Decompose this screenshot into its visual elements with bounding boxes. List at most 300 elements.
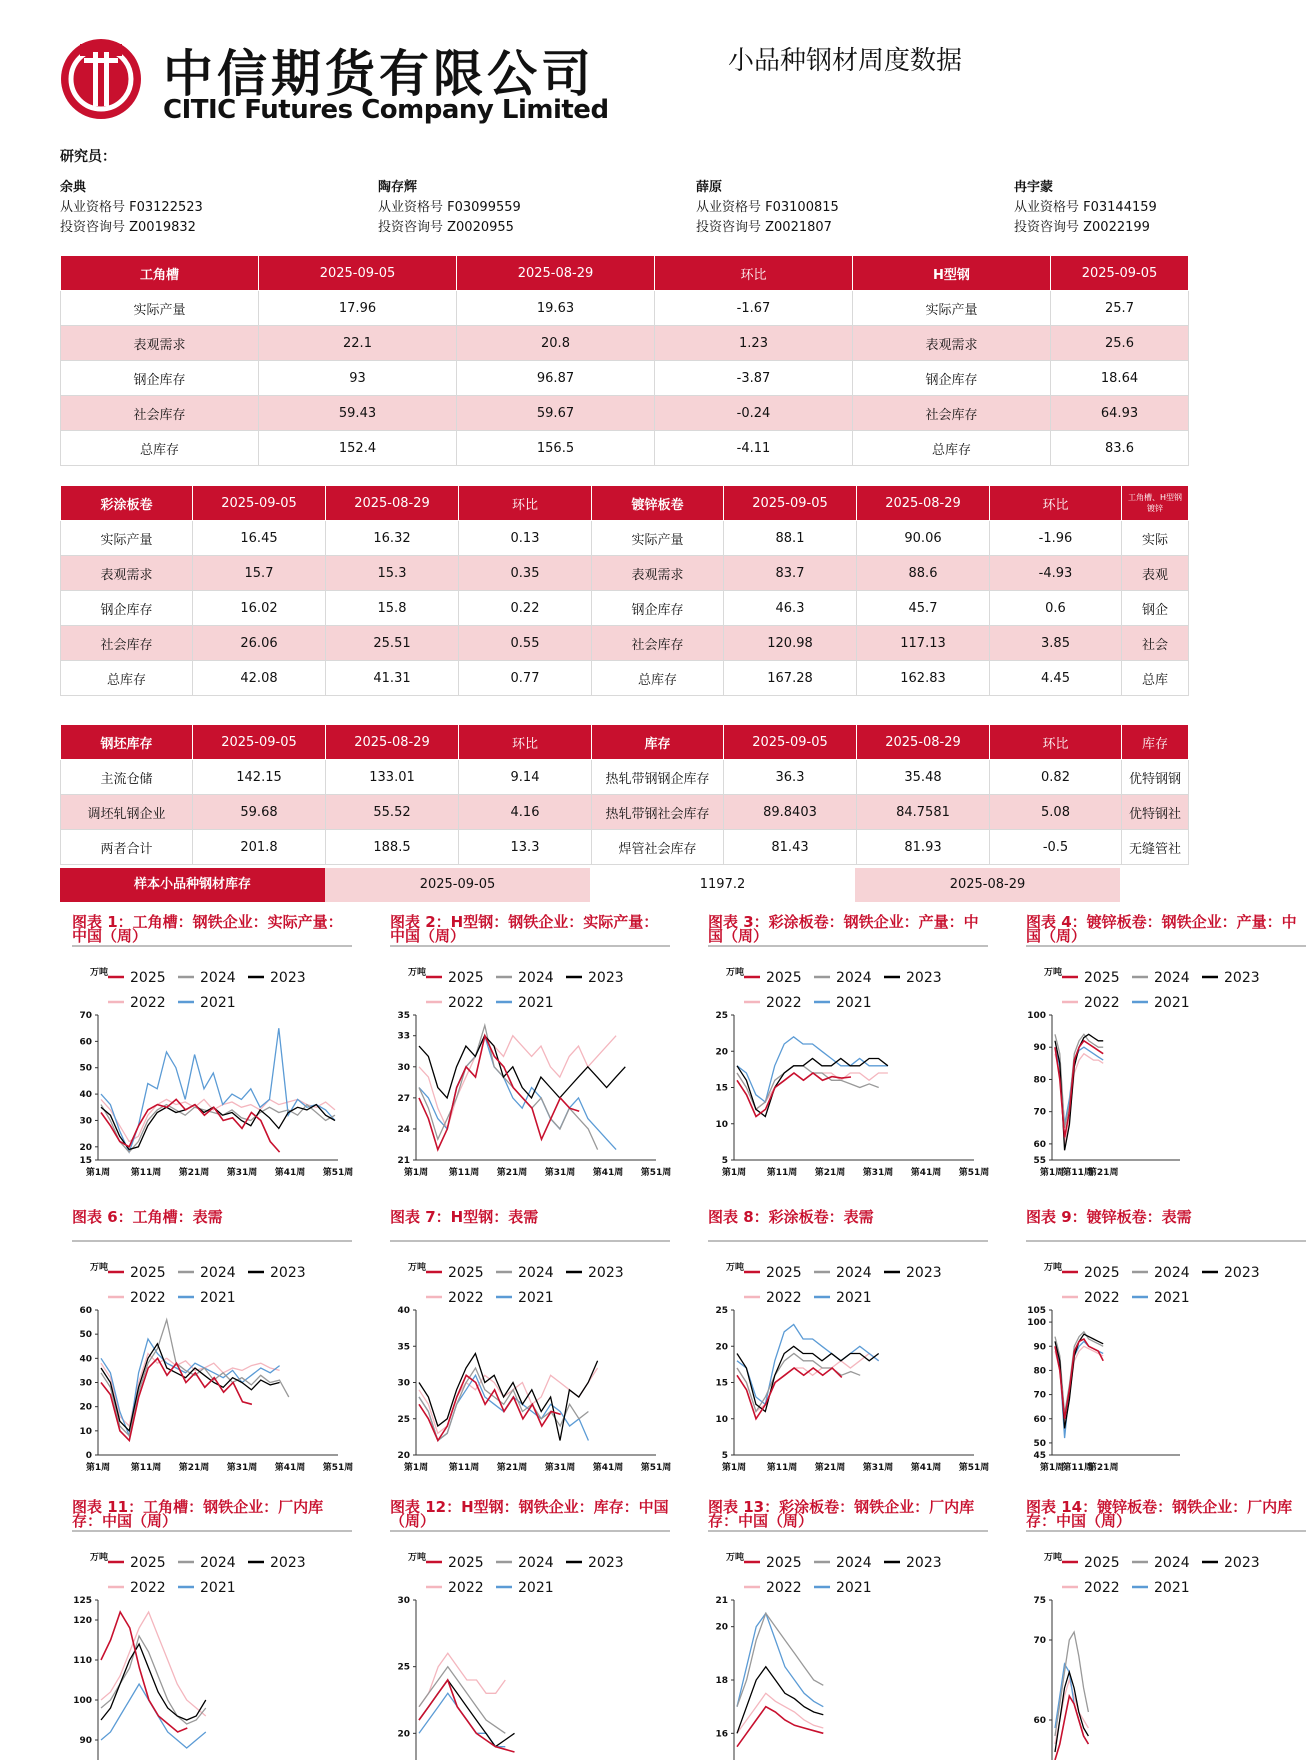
table-cell: 主流仓储 bbox=[61, 760, 193, 795]
table-header-cell: 2025-08-29 bbox=[326, 486, 459, 521]
chart-title: 图表 11：工角槽：钢铁企业：厂内库存：中国（周） bbox=[72, 1498, 324, 1530]
table-cell: -4.11 bbox=[655, 431, 853, 466]
unit-label: 万吨 bbox=[1044, 968, 1063, 978]
table-cell: 96.87 bbox=[457, 361, 655, 396]
table-cell: 实际产量 bbox=[853, 291, 1051, 326]
line-chart bbox=[696, 1210, 991, 1473]
legend-label-2025: 2025 bbox=[1084, 1555, 1120, 1571]
citic-logo-icon bbox=[60, 38, 142, 120]
line-chart bbox=[378, 1210, 673, 1473]
y-tick-label: 25 bbox=[397, 1414, 410, 1425]
table-cell: 133.01 bbox=[326, 760, 459, 795]
table-body bbox=[61, 486, 1189, 696]
legend-label-2022: 2022 bbox=[130, 1290, 166, 1306]
table-cell: 19.63 bbox=[457, 291, 655, 326]
table-row bbox=[61, 521, 1189, 556]
series-line-2022 bbox=[419, 1653, 505, 1706]
chart-panel bbox=[1014, 1208, 1260, 1480]
legend-label-2025: 2025 bbox=[766, 970, 802, 986]
table-cell: 优特钢钢 bbox=[1122, 760, 1189, 795]
y-tick-label: 120 bbox=[73, 1616, 92, 1626]
table-cell: 社会 bbox=[1122, 626, 1189, 661]
table-body bbox=[61, 256, 1189, 466]
y-tick-label: 50 bbox=[1033, 1438, 1046, 1449]
table-cell: 120.98 bbox=[724, 626, 857, 661]
analyst-name: 薛原 bbox=[696, 180, 723, 195]
table-cell: 201.8 bbox=[193, 830, 326, 865]
chart-title: 图表 8：彩涂板卷：表需 bbox=[708, 1208, 874, 1226]
line-chart bbox=[696, 915, 991, 1178]
legend-label-2022: 2022 bbox=[448, 1290, 484, 1306]
analyst-license: 从业资格号 F03144159 bbox=[1014, 200, 1157, 215]
series-line-2023 bbox=[101, 1105, 335, 1150]
x-tick-label: 第51周 bbox=[640, 1168, 672, 1178]
series-line-2025 bbox=[419, 1680, 515, 1752]
table-cell: 25.51 bbox=[326, 626, 459, 661]
y-tick-label: 10 bbox=[715, 1119, 728, 1130]
summary-value-current: 1197.2 bbox=[590, 868, 855, 902]
unit-label: 万吨 bbox=[1044, 1263, 1063, 1273]
table-cell: 0.6 bbox=[990, 591, 1122, 626]
legend-label-2023: 2023 bbox=[270, 970, 306, 986]
table-cell: 17.96 bbox=[259, 291, 457, 326]
table-cell: 26.06 bbox=[193, 626, 326, 661]
legend-label-2022: 2022 bbox=[448, 995, 484, 1011]
y-tick-label: 60 bbox=[1033, 1414, 1046, 1425]
table-cell: 41.31 bbox=[326, 661, 459, 696]
table-cell: 实际产量 bbox=[592, 521, 724, 556]
analyst-name: 陶存辉 bbox=[378, 180, 418, 195]
x-tick-label: 第21周 bbox=[178, 1168, 210, 1178]
table-cell: 15.7 bbox=[193, 556, 326, 591]
table-header-cell: 彩涂板卷 bbox=[61, 486, 193, 521]
table-body bbox=[61, 725, 1189, 865]
y-tick-label: 60 bbox=[79, 1306, 92, 1316]
company-name-cn: 中信期货有限公司 bbox=[163, 44, 595, 103]
chart-panel bbox=[696, 1498, 991, 1740]
chart-panel bbox=[1014, 913, 1297, 1185]
chart-panel bbox=[378, 915, 673, 1185]
y-tick-label: 15 bbox=[715, 1083, 728, 1094]
unit-label: 万吨 bbox=[408, 968, 427, 978]
chart-title: 图表 14：镀锌板卷：钢铁企业：厂内库存：中国（周） bbox=[1026, 1498, 1293, 1530]
table-cell: 0.55 bbox=[459, 626, 592, 661]
y-tick-label: 70 bbox=[1033, 1390, 1046, 1401]
table-cell: 55.52 bbox=[326, 795, 459, 830]
table-cell: 4.16 bbox=[459, 795, 592, 830]
table-cell: 0.35 bbox=[459, 556, 592, 591]
chart-title: 图表 12：H型钢：钢铁企业：库存：中国（周） bbox=[390, 1498, 669, 1530]
table-header-cell: 环比 bbox=[990, 725, 1122, 760]
table-header-cell: 镀锌板卷 bbox=[592, 486, 724, 521]
series-line-2022 bbox=[737, 1073, 888, 1109]
table-cell: 0.82 bbox=[990, 760, 1122, 795]
legend-label-2023: 2023 bbox=[588, 1555, 624, 1571]
x-tick-label: 第1周 bbox=[85, 1168, 111, 1178]
legend-label-2024: 2024 bbox=[1154, 970, 1190, 986]
x-tick-label: 第1周 bbox=[85, 1463, 111, 1473]
table-header-row bbox=[61, 256, 1189, 291]
table-cell: 16.32 bbox=[326, 521, 459, 556]
table-cell: 社会库存 bbox=[853, 396, 1051, 431]
y-tick-label: 60 bbox=[79, 1037, 92, 1048]
line-chart bbox=[60, 1210, 355, 1473]
chart-panel bbox=[378, 1498, 673, 1740]
y-tick-label: 40 bbox=[79, 1090, 92, 1101]
y-tick-label: 125 bbox=[73, 1596, 92, 1606]
legend-label-2024: 2024 bbox=[518, 1555, 554, 1571]
y-tick-label: 25 bbox=[397, 1662, 410, 1673]
y-tick-label: 27 bbox=[397, 1093, 410, 1104]
table-cell: 0.22 bbox=[459, 591, 592, 626]
analyst-license: 从业资格号 F03122523 bbox=[60, 200, 203, 215]
series-line-2023 bbox=[737, 1059, 888, 1117]
table-cell: 社会库存 bbox=[61, 626, 193, 661]
chart-panel bbox=[696, 1210, 991, 1480]
legend-label-2021: 2021 bbox=[200, 1290, 236, 1306]
legend-label-2025: 2025 bbox=[766, 1265, 802, 1281]
legend-label-2024: 2024 bbox=[200, 1265, 236, 1281]
legend-label-2025: 2025 bbox=[130, 1555, 166, 1571]
table-header-cell: 环比 bbox=[459, 725, 592, 760]
x-tick-label: 第21周 bbox=[1087, 1168, 1119, 1178]
legend-label-2022: 2022 bbox=[130, 995, 166, 1011]
analyst-license: 从业资格号 F03100815 bbox=[696, 200, 839, 215]
table-cell: 188.5 bbox=[326, 830, 459, 865]
table-header-cell: 2025-08-29 bbox=[857, 725, 990, 760]
chart-title: 图表 4：镀锌板卷：钢铁企业：产量：中国（周） bbox=[1026, 913, 1297, 945]
y-tick-label: 40 bbox=[79, 1354, 92, 1365]
table-cell: 总库 bbox=[1122, 661, 1189, 696]
table-row bbox=[61, 396, 1189, 431]
table-header-cell: 2025-08-29 bbox=[857, 486, 990, 521]
series-line-2023 bbox=[101, 1344, 280, 1431]
table-cell: 焊管社会库存 bbox=[592, 830, 724, 865]
legend-label-2022: 2022 bbox=[766, 1580, 802, 1596]
table-cell: 45.7 bbox=[857, 591, 990, 626]
table-cell: 13.3 bbox=[459, 830, 592, 865]
legend-label-2022: 2022 bbox=[1084, 995, 1120, 1011]
series-line-2025 bbox=[737, 1707, 823, 1747]
table-billet-inventory bbox=[60, 724, 1189, 865]
legend-label-2021: 2021 bbox=[1154, 995, 1190, 1011]
x-tick-label: 第41周 bbox=[910, 1463, 942, 1473]
legend-label-2023: 2023 bbox=[1224, 1555, 1260, 1571]
legend-label-2021: 2021 bbox=[518, 995, 554, 1011]
series-line-2022 bbox=[101, 1099, 335, 1141]
table-cell: 84.7581 bbox=[857, 795, 990, 830]
table-cell: 1.23 bbox=[655, 326, 853, 361]
legend-label-2023: 2023 bbox=[906, 970, 942, 986]
table-cell: 93 bbox=[259, 361, 457, 396]
legend-label-2025: 2025 bbox=[130, 1265, 166, 1281]
table-cell: 钢企库存 bbox=[61, 361, 259, 396]
table-header-cell: 2025-09-05 bbox=[724, 486, 857, 521]
legend-label-2023: 2023 bbox=[906, 1555, 942, 1571]
legend-label-2021: 2021 bbox=[518, 1580, 554, 1596]
legend-label-2023: 2023 bbox=[906, 1265, 942, 1281]
table-cell: 59.43 bbox=[259, 396, 457, 431]
table-cell: 实际产量 bbox=[61, 291, 259, 326]
table-cell: 表观 bbox=[1122, 556, 1189, 591]
table-cell: 3.85 bbox=[990, 626, 1122, 661]
legend-label-2024: 2024 bbox=[518, 1265, 554, 1281]
y-tick-label: 50 bbox=[79, 1330, 92, 1341]
legend-label-2024: 2024 bbox=[1154, 1265, 1190, 1281]
series-line-2023 bbox=[737, 1346, 879, 1411]
legend-label-2024: 2024 bbox=[836, 1555, 872, 1571]
table-row bbox=[61, 795, 1189, 830]
y-tick-label: 35 bbox=[397, 1011, 410, 1021]
x-tick-label: 第11周 bbox=[1062, 1463, 1093, 1473]
x-tick-label: 第31周 bbox=[862, 1463, 894, 1473]
x-tick-label: 第11周 bbox=[448, 1463, 480, 1473]
table-header-cell: 2025-08-29 bbox=[457, 256, 655, 291]
y-tick-label: 50 bbox=[79, 1063, 92, 1074]
y-tick-label: 15 bbox=[79, 1156, 92, 1166]
table-cell: 表观需求 bbox=[61, 556, 193, 591]
table-cell: 152.4 bbox=[259, 431, 457, 466]
legend-label-2023: 2023 bbox=[1224, 1265, 1260, 1281]
y-tick-label: 100 bbox=[1027, 1011, 1046, 1021]
x-tick-label: 第51周 bbox=[322, 1168, 354, 1178]
unit-label: 万吨 bbox=[408, 1263, 427, 1273]
y-tick-label: 20 bbox=[79, 1402, 92, 1413]
unit-label: 万吨 bbox=[1044, 1553, 1063, 1563]
chart-panel bbox=[60, 915, 355, 1185]
y-tick-label: 40 bbox=[397, 1306, 410, 1316]
table-cell: 36.3 bbox=[724, 760, 857, 795]
series-line-2024 bbox=[737, 1066, 879, 1110]
table-header-cell: 2025-08-29 bbox=[326, 725, 459, 760]
legend-label-2022: 2022 bbox=[766, 1290, 802, 1306]
table-cell: 18.64 bbox=[1051, 361, 1189, 396]
y-tick-label: 30 bbox=[79, 1116, 92, 1127]
x-tick-label: 第31周 bbox=[226, 1168, 258, 1178]
y-tick-label: 60 bbox=[1033, 1139, 1046, 1150]
x-tick-label: 第31周 bbox=[544, 1463, 576, 1473]
y-tick-label: 80 bbox=[1033, 1075, 1046, 1086]
legend-label-2024: 2024 bbox=[836, 1265, 872, 1281]
table-cell: 20.8 bbox=[457, 326, 655, 361]
x-tick-label: 第1周 bbox=[721, 1168, 747, 1178]
y-tick-label: 24 bbox=[397, 1124, 410, 1135]
y-tick-label: 60 bbox=[1033, 1716, 1046, 1726]
x-tick-label: 第31周 bbox=[862, 1168, 894, 1178]
summary-date-current: 2025-09-05 bbox=[325, 868, 590, 902]
line-chart bbox=[696, 1500, 991, 1760]
y-tick-label: 0 bbox=[85, 1451, 92, 1461]
legend-label-2025: 2025 bbox=[130, 970, 166, 986]
x-tick-label: 第1周 bbox=[721, 1463, 747, 1473]
table-row bbox=[61, 431, 1189, 466]
series-line-2023 bbox=[419, 1036, 625, 1098]
x-tick-label: 第1周 bbox=[403, 1463, 429, 1473]
analyst-license: 从业资格号 F03099559 bbox=[378, 200, 521, 215]
chart-title: 图表 2：H型钢：钢铁企业：实际产量：中国（周） bbox=[390, 913, 659, 945]
table-cell: 16.45 bbox=[193, 521, 326, 556]
unit-label: 万吨 bbox=[408, 1553, 427, 1563]
y-tick-label: 90 bbox=[1033, 1342, 1046, 1353]
legend-label-2023: 2023 bbox=[270, 1555, 306, 1571]
table-cell: 表观需求 bbox=[61, 326, 259, 361]
x-tick-label: 第11周 bbox=[766, 1168, 798, 1178]
table-cell: 总库存 bbox=[61, 661, 193, 696]
table-cell: 9.14 bbox=[459, 760, 592, 795]
chart-panel bbox=[60, 1498, 355, 1746]
unit-label: 万吨 bbox=[726, 1553, 745, 1563]
y-tick-label: 25 bbox=[715, 1306, 728, 1316]
table-row bbox=[61, 661, 1189, 696]
x-tick-label: 第41周 bbox=[592, 1168, 624, 1178]
legend-label-2022: 2022 bbox=[1084, 1580, 1120, 1596]
table-cell: 0.13 bbox=[459, 521, 592, 556]
analyst-4 bbox=[1014, 178, 1157, 238]
table-row bbox=[61, 626, 1189, 661]
table-cell: 钢企库存 bbox=[592, 591, 724, 626]
y-tick-label: 75 bbox=[1033, 1596, 1046, 1606]
table-cell: 15.8 bbox=[326, 591, 459, 626]
y-tick-label: 110 bbox=[73, 1656, 92, 1666]
table-cell: 两者合计 bbox=[61, 830, 193, 865]
table-cell: 83.6 bbox=[1051, 431, 1189, 466]
y-tick-label: 45 bbox=[1033, 1451, 1046, 1461]
table-cell: 表观需求 bbox=[592, 556, 724, 591]
x-tick-label: 第41周 bbox=[274, 1168, 306, 1178]
unit-label: 万吨 bbox=[90, 968, 109, 978]
table-cell: 64.93 bbox=[1051, 396, 1189, 431]
x-tick-label: 第21周 bbox=[496, 1463, 528, 1473]
unit-label: 万吨 bbox=[726, 968, 745, 978]
chart-title: 图表 6：工角槽：表需 bbox=[72, 1208, 223, 1226]
x-tick-label: 第51周 bbox=[322, 1463, 354, 1473]
x-tick-label: 第21周 bbox=[814, 1463, 846, 1473]
analyst-name: 冉宇蒙 bbox=[1014, 180, 1054, 195]
report-header bbox=[0, 0, 1188, 145]
table-cell: 117.13 bbox=[857, 626, 990, 661]
y-tick-label: 25 bbox=[715, 1011, 728, 1021]
table-header-cell: 环比 bbox=[459, 486, 592, 521]
unit-label: 万吨 bbox=[726, 1263, 745, 1273]
table-cell: 46.3 bbox=[724, 591, 857, 626]
y-tick-label: 20 bbox=[79, 1142, 92, 1153]
analyst-1 bbox=[60, 178, 203, 238]
table-header-cell: 2025-09-05 bbox=[193, 725, 326, 760]
line-chart bbox=[1014, 915, 1260, 1178]
x-tick-label: 第11周 bbox=[766, 1463, 798, 1473]
series-line-2022 bbox=[101, 1354, 280, 1427]
y-tick-label: 10 bbox=[715, 1414, 728, 1425]
y-tick-label: 55 bbox=[1033, 1156, 1046, 1166]
table-cell: 16.02 bbox=[193, 591, 326, 626]
chart-title: 图表 3：彩涂板卷：钢铁企业：产量：中国（周） bbox=[708, 913, 979, 945]
unit-label: 万吨 bbox=[90, 1263, 109, 1273]
y-tick-label: 15 bbox=[715, 1378, 728, 1389]
y-tick-label: 70 bbox=[1033, 1107, 1046, 1118]
y-tick-label: 35 bbox=[397, 1342, 410, 1353]
series-line-2022 bbox=[419, 1368, 598, 1433]
x-tick-label: 第1周 bbox=[1039, 1168, 1065, 1178]
series-line-2021 bbox=[101, 1339, 280, 1436]
table-cell: 22.1 bbox=[259, 326, 457, 361]
analyst-consult-id: 投资咨询号 Z0019832 bbox=[60, 220, 196, 235]
table-cell: 42.08 bbox=[193, 661, 326, 696]
chart-title: 图表 1：工角槽：钢铁企业：实际产量：中国（周） bbox=[72, 913, 343, 945]
table-cell: 142.15 bbox=[193, 760, 326, 795]
y-tick-label: 20 bbox=[397, 1729, 410, 1740]
table-header-cell: 工角槽、H型钢 镀锌 bbox=[1122, 486, 1189, 521]
series-line-2021 bbox=[737, 1037, 888, 1102]
table-header-cell: 2025-09-05 bbox=[259, 256, 457, 291]
table-cell: 25.6 bbox=[1051, 326, 1189, 361]
y-tick-label: 5 bbox=[721, 1156, 728, 1166]
series-line-2022 bbox=[737, 1354, 879, 1412]
series-line-2025 bbox=[101, 1099, 280, 1152]
company-name-en: CITIC Futures Company Limited bbox=[163, 95, 609, 125]
y-tick-label: 100 bbox=[73, 1696, 92, 1706]
table-header-cell: 2025-09-05 bbox=[1051, 256, 1189, 291]
unit-label: 万吨 bbox=[90, 1553, 109, 1563]
table-cell: 无缝管社 bbox=[1122, 830, 1189, 865]
analyst-consult-id: 投资咨询号 Z0020955 bbox=[378, 220, 514, 235]
table-header-cell: 工角槽 bbox=[61, 256, 259, 291]
legend-label-2024: 2024 bbox=[836, 970, 872, 986]
x-tick-label: 第1周 bbox=[1039, 1463, 1065, 1473]
table-header-cell: 2025-09-05 bbox=[193, 486, 326, 521]
y-tick-label: 30 bbox=[397, 1378, 410, 1389]
table-row bbox=[61, 556, 1189, 591]
table-angle-h-beam bbox=[60, 255, 1189, 466]
x-tick-label: 第21周 bbox=[814, 1168, 846, 1178]
x-tick-label: 第31周 bbox=[544, 1168, 576, 1178]
y-tick-label: 70 bbox=[79, 1011, 92, 1021]
table-cell: 15.3 bbox=[326, 556, 459, 591]
table-cell: 0.77 bbox=[459, 661, 592, 696]
analyst-3 bbox=[696, 178, 839, 238]
legend-label-2025: 2025 bbox=[766, 1555, 802, 1571]
x-tick-label: 第41周 bbox=[910, 1168, 942, 1178]
x-tick-label: 第11周 bbox=[1062, 1168, 1093, 1178]
y-tick-label: 20 bbox=[715, 1047, 728, 1058]
line-chart bbox=[378, 915, 673, 1178]
y-tick-label: 21 bbox=[715, 1596, 728, 1606]
table-cell: 热轧带钢社会库存 bbox=[592, 795, 724, 830]
table-cell: 4.45 bbox=[990, 661, 1122, 696]
table-header-cell: 库存 bbox=[592, 725, 724, 760]
legend-label-2022: 2022 bbox=[766, 995, 802, 1011]
analyst-name: 余典 bbox=[60, 180, 87, 195]
table-cell: 调坯轧钢企业 bbox=[61, 795, 193, 830]
table-cell: 5.08 bbox=[990, 795, 1122, 830]
legend-label-2024: 2024 bbox=[1154, 1555, 1190, 1571]
table-cell: 81.93 bbox=[857, 830, 990, 865]
line-chart bbox=[1014, 1210, 1260, 1473]
y-tick-label: 18 bbox=[715, 1676, 728, 1686]
y-tick-label: 21 bbox=[397, 1156, 410, 1166]
table-cell: 88.1 bbox=[724, 521, 857, 556]
legend-label-2021: 2021 bbox=[518, 1290, 554, 1306]
table-cell: 热轧带钢钢企库存 bbox=[592, 760, 724, 795]
x-tick-label: 第1周 bbox=[403, 1168, 429, 1178]
table-cell: 优特钢社 bbox=[1122, 795, 1189, 830]
table-header-cell: 环比 bbox=[655, 256, 853, 291]
table-header-cell: 环比 bbox=[990, 486, 1122, 521]
legend-label-2021: 2021 bbox=[200, 995, 236, 1011]
summary-label: 样本小品种钢材库存 bbox=[60, 868, 325, 902]
legend-label-2023: 2023 bbox=[588, 970, 624, 986]
table-coated-galvanized bbox=[60, 485, 1189, 696]
researcher-label: 研究员： bbox=[60, 149, 116, 165]
